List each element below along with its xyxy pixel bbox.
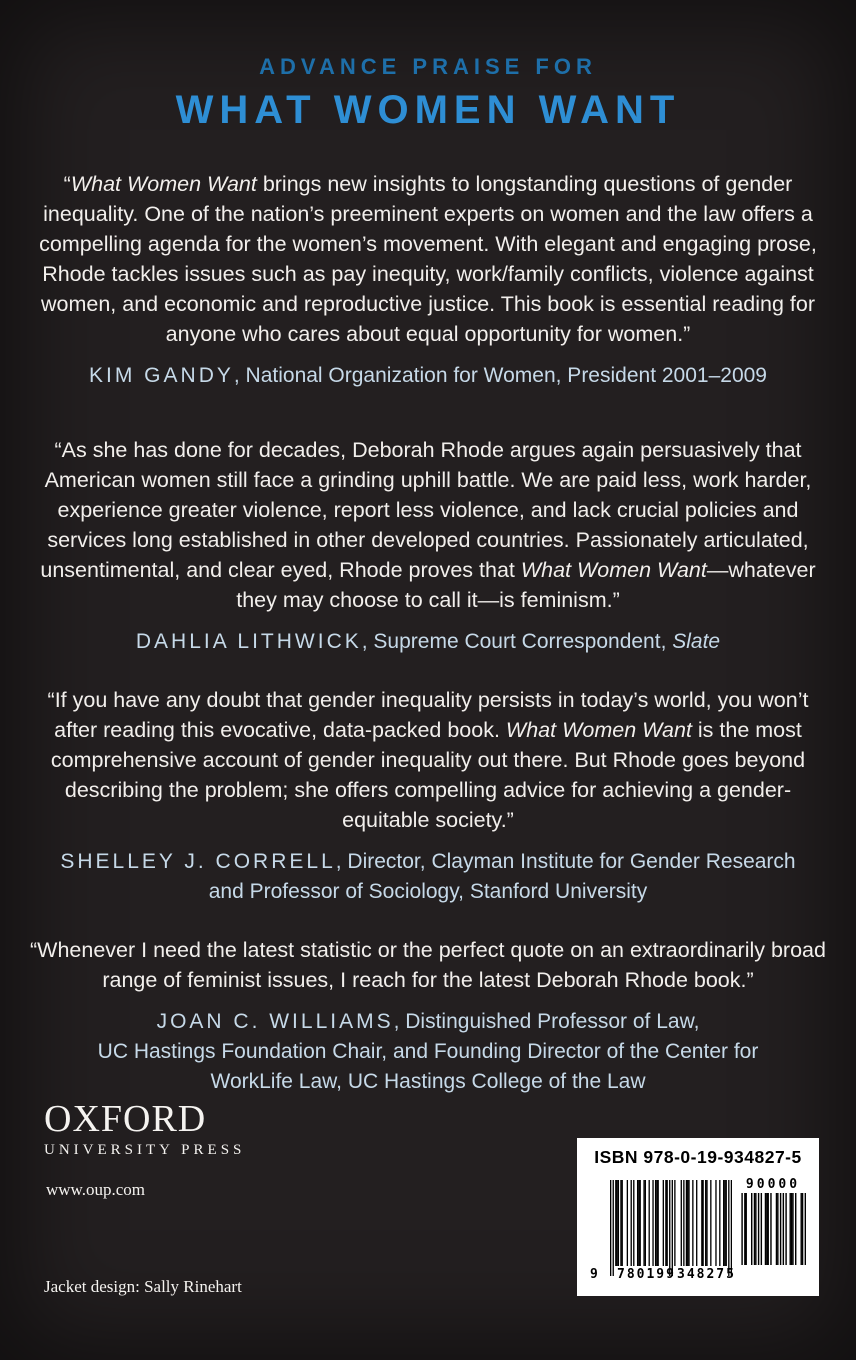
quote-text: “As she has done for decades, Deborah Rhode argues again persuasively that American women still face a grinding uphill battle. We are paid less, work harder, experience greater violence, report less violence, and lack crucial policies and services long established in other developed countries. Passionately articulated, unsentimental, and clear eyed, Rhode proves that What Women Want—whatever they may choose to call it—is feminism.” [40, 438, 816, 612]
quote-text: “What Women Want brings new insights to longstanding questions of gender inequality. One of the nation’s preeminent experts on women and the law offers a compelling agenda for the women’s movement. With elegant and engaging prose, Rhode tackles issues such as pay inequity, work/family conflicts, violence against women, and economic and reproductive justice. This book is essential reading for anyone who cares about equal opportunity for women.” [39, 172, 817, 346]
quote-attribution: KIM GANDY, National Organization for Women, President 2001–2009 [89, 364, 767, 387]
ean13-barcode [610, 1180, 732, 1276]
quote-block-dahlia-lithwick [25, 435, 831, 657]
quote-attribution: SHELLEY J. CORRELL, Director, Clayman Institute for Gender Research and Professor of Sociology, Stanford University [60, 850, 796, 903]
price-supplement-code: 90000 [745, 1177, 801, 1192]
quote-attribution: JOAN C. WILLIAMS, Distinguished Professor of Law, UC Hastings Foundation Chair, and Founding Director of the Center for WorkLife Law, UC Hastings College of the Law [97, 1010, 759, 1093]
ean-digits-right-group: 348275 [677, 1267, 736, 1282]
publisher-subname: UNIVERSITY PRESS [44, 1142, 246, 1158]
isbn-label: ISBN 978-0-19-934827-5 [594, 1147, 802, 1167]
publisher-name: OXFORD [44, 1098, 207, 1140]
ean-digits-left-group: 780199 [617, 1267, 676, 1282]
quote-block-shelley-correll [25, 685, 831, 907]
quote-block-kim-gandy [25, 169, 831, 391]
ean-digit-prefix: 9 [590, 1267, 598, 1282]
advance-praise-eyebrow: ADVANCE PRAISE FOR [259, 54, 597, 79]
praise-header [0, 0, 856, 133]
isbn-barcode-panel [577, 1138, 819, 1296]
quote-text: “Whenever I need the latest statistic or the perfect quote on an extraordinarily broad range of feminist issues, I reach for the latest Deborah Rhode book.” [30, 938, 826, 992]
praise-quotes-section [25, 169, 831, 1097]
ean5-supplement-barcode [740, 1193, 806, 1265]
oxford-university-press-logo [44, 1100, 245, 1159]
quote-block-joan-williams [25, 935, 831, 1097]
book-title: WHAT WOMEN WANT [175, 88, 681, 132]
quote-text: “If you have any doubt that gender inequality persists in today’s world, you won’t after reading this evocative, data-packed book. What Women Want is the most comprehensive account of gender inequality out there. But Rhode goes beyond describing the problem; she offers compelling advice for achieving a gender-equitable society.” [47, 688, 809, 832]
jacket-design-credit: Jacket design: Sally Rinehart [44, 1277, 242, 1296]
publisher-website: www.oup.com [46, 1180, 145, 1199]
quote-attribution: DAHLIA LITHWICK, Supreme Court Correspondent, Slate [135, 630, 721, 653]
